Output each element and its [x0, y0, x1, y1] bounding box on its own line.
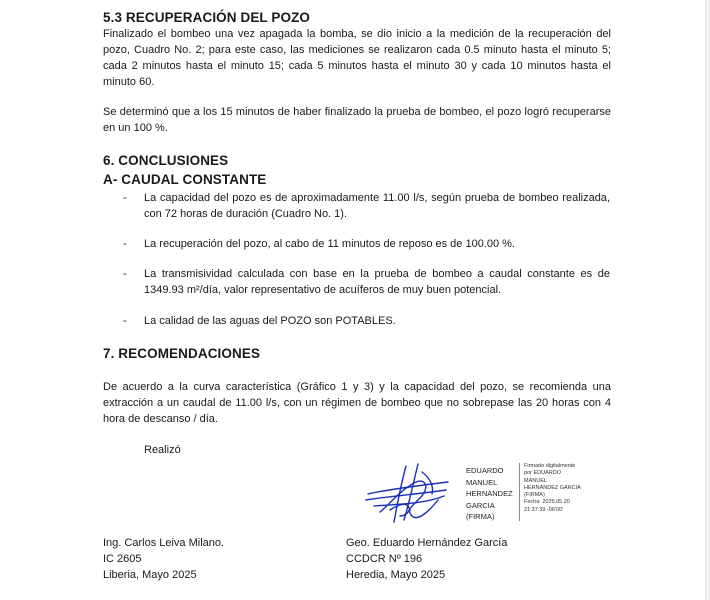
recuperacion-paragraph-2: Se determinó que a los 15 minutos de haber finalizado la prueba de bombeo, el pozo logró recuperarse en un 100 %.	[103, 106, 611, 134]
bullet-dash: -	[123, 192, 127, 204]
stamp-line: HERNANDEZ GARCIA	[524, 484, 581, 491]
right-signer-id: CCDCR Nº 196	[346, 553, 423, 565]
digital-signer-name	[466, 465, 526, 523]
bullet-dash: -	[123, 315, 127, 327]
realizo-label: Realizó	[144, 444, 181, 456]
stamp-line: Fecha: 2025.05.20	[524, 499, 570, 506]
right-signer-place-date: Heredia, Mayo 2025	[346, 569, 446, 581]
signer-name-line: GARCIA	[466, 500, 495, 510]
left-signer-id: IC 2605	[103, 553, 142, 565]
section-title-conclusiones: 6. CONCLUSIONES	[103, 153, 229, 168]
digital-signature-stamp	[519, 463, 604, 521]
signer-name-line: EDUARDO	[466, 466, 504, 475]
left-signer-name: Ing. Carlos Leiva Milano.	[103, 537, 225, 549]
section-title-recuperacion: 5.3 RECUPERACIÓN DEL POZO	[103, 10, 311, 25]
bullet-dash: -	[123, 238, 127, 250]
signer-name-line: MANUEL	[466, 477, 498, 487]
page-edge-divider	[705, 0, 710, 600]
signer-name-line: HERNANDEZ	[466, 489, 513, 498]
conclusion-text: La recuperación del pozo, al cabo de 11 minutos de reposo es de 100.00 %.	[144, 238, 515, 250]
recomendaciones-paragraph: De acuerdo a la curva característica (Gráfico 1 y 3) y la capacidad del pozo, se recomienda una extracción a un caudal de 11.00 l/s, con un régimen de bombeo que no sobrepase las 20 horas con 4 hora de descanso / día.	[103, 381, 611, 425]
signer-name-line: (FIRMA)	[466, 512, 495, 521]
stamp-line: MANUEL	[524, 477, 547, 484]
conclusion-text: La calidad de las aguas del POZO son POTABLES.	[144, 315, 396, 327]
conclusion-text: La capacidad del pozo es de aproximadamente 11.00 l/s, según prueba de bombeo realizada, con 72 horas de duración (Cuadro No. 1).	[144, 192, 610, 220]
stamp-line: Firmado digitalmente	[524, 463, 576, 469]
right-signer-name: Geo. Eduardo Hernández García	[346, 537, 508, 549]
stamp-line: (FIRMA)	[524, 492, 545, 499]
section-title-recomendaciones: 7. RECOMENDACIONES	[103, 346, 261, 361]
stamp-line: 21:37:39 -06'00'	[524, 506, 564, 513]
conclusion-text: La transmisividad calculada con base en la prueba de bombeo a caudal constante es de 1349.93 m²/día, valor representativo de acuíferos de muy buen potencial.	[144, 268, 610, 296]
section-subtitle-caudal: A- CAUDAL CONSTANTE	[103, 172, 267, 187]
recuperacion-paragraph-1: Finalizado el bombeo una vez apagada la bomba, se dio inicio a la medición de la recuperación del pozo, Cuadro No. 2; para este caso, las mediciones se realizaron cada 0.5 minuto hasta el minuto 5; cada 2 minutos hasta el minuto 15; cada 5 minutos hasta el minuto 30 y cada 10 minutos hasta el minuto 60.	[103, 28, 611, 88]
bullet-dash: -	[123, 268, 127, 280]
handwritten-signature	[360, 460, 455, 530]
stamp-line: por EDUARDO	[524, 470, 561, 477]
left-signer-place-date: Liberia, Mayo 2025	[103, 569, 197, 581]
